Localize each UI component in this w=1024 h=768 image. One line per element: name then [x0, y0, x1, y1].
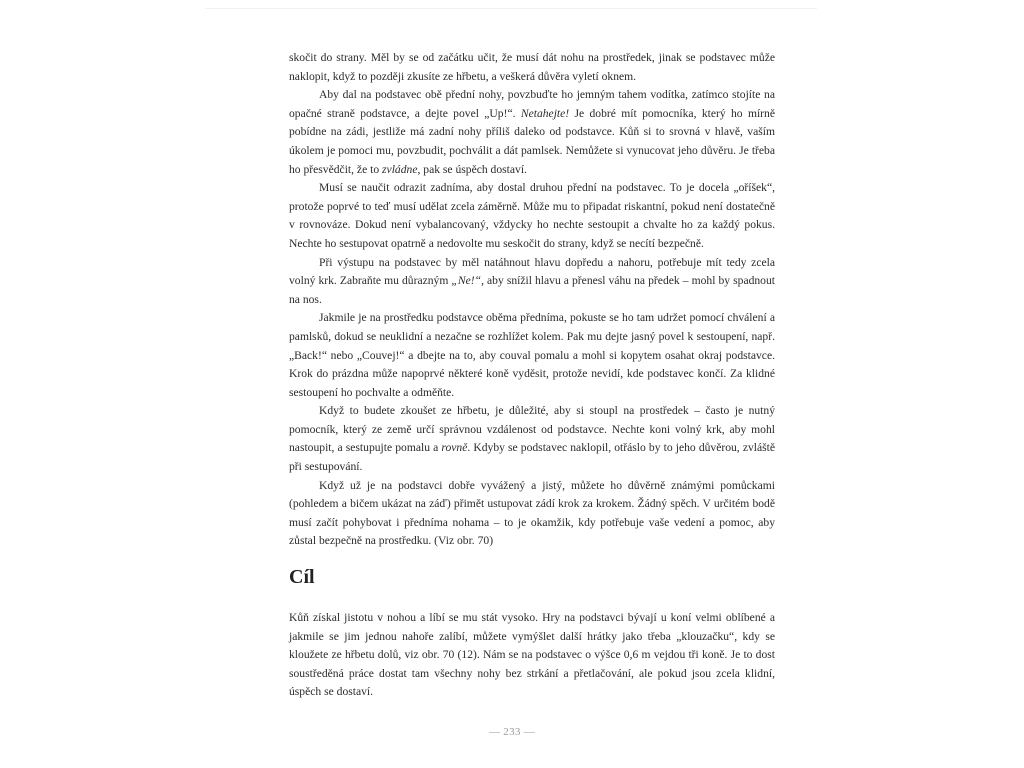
paragraph-text: , pak se úspěch dostaví.	[417, 162, 527, 176]
paragraph-text: Jakmile je na prostředku podstavce oběma předníma, pokuste se ho tam udržet pomocí chválení a pamlsků, dokud se neuklidní a nezačne se rozhlížet kolem. Pak mu dejte jasný povel k sestoupení, např. „Back!“ nebo „Couvej!“ a dbejte na to, aby couval pomalu a mohl si kopytem osahat okraj podstavce. Krok do prázdna může napoprvé některé koně vyděsit, protože nevidí, kde podstavec končí. Za klidné sestoupení ho pochvalte a odměňte.	[289, 311, 775, 399]
paragraph-text: Je dobré mít pomocníka, který ho mírně pobídne na zádi, jestliže má zadní nohy příliš daleko od podstavce. Kůň si to srovná v hlavě, vaším úkolem je pomoci mu, povzbudit, pochválit a dát pamlsek. Nemůžete si vynucovat jeho důvěru. Je třeba ho přesvědčit, že to	[289, 106, 775, 176]
paragraph-text: , aby snížil hlavu a přenesl váhu na předek – mohl by spadnout na nos.	[289, 274, 775, 306]
paragraph-text: Když už je na podstavci dobře vyvážený a jistý, můžete ho důvěrně známými pomůckami (pohledem a bičem ukázat na záď) přimět ustupovat zádí krok za krokem. Žádný spěch. V určitém bodě musí začít pohybovat i předníma nohama – to je okamžik, kdy potřebuje vaše vedení a pomoc, aby zůstal bezpečně na prostředku. (Viz obr. 70)	[289, 478, 775, 548]
paragraph-text: Aby dal na podstavec obě přední nohy, povzbuďte ho jemným tahem vodítka, zatímco stojíte na opačné straně podstavce, a dejte povel „Up!“.	[289, 88, 775, 120]
body-paragraph	[289, 477, 775, 551]
body-paragraph	[289, 309, 775, 402]
body-paragraph	[289, 402, 775, 476]
italic-emphasis: Netahejte!	[520, 106, 570, 120]
italic-emphasis: zvládne	[382, 162, 418, 176]
italic-emphasis: „Ne!“	[451, 274, 482, 288]
page-number: — 233 —	[488, 726, 536, 738]
paragraph-text: . Kdyby se podstavec naklopil, otřáslo by to jeho důvěrou, zvláště při sestupování.	[289, 441, 776, 474]
body-paragraph	[289, 179, 775, 253]
text-block	[289, 49, 775, 702]
body-paragraph	[289, 86, 775, 179]
body-paragraph	[289, 254, 775, 310]
body-paragraph	[289, 49, 775, 86]
paragraph-text: Když to budete zkoušet ze hřbetu, je důležité, aby si stoupl na prostředek – často je nutný pomocník, který ze země určí správnou vzdálenost od podstavce. Nechte koni volný krk, aby mohl nastoupit, a sestupujte pomalu a	[289, 404, 775, 455]
paragraph-text: Při výstupu na podstavec by měl natáhnout hlavu dopředu a nahoru, potřebuje mít tedy zcela volný krk. Zabraňte mu důrazným	[289, 255, 775, 288]
section-paragraph: Kůň získal jistotu v nohou a líbí se mu stát vysoko. Hry na podstavci bývají u koní velmi oblíbené a jakmile se jim jednou nahoře zalíbí, můžete vymýšlet další hrátky jako třeba „klouzačku“, kdy se kloužete ze hřbetu dolů, viz obr. 70 (12). Nám se na podstavec o výšce 0,6 m vejdou tři koně. Je to dost soustředěná práce dostat tam všechny nohy bez strkání a přetlačování, ale pokud jsou zcela klidní, úspěch se dostaví.	[289, 611, 775, 699]
paragraph-text: skočit do strany. Měl by se od začátku učit, že musí dát nohu na prostředek, jinak se podstavec může naklopit, když to později zkusíte ze hřbetu, a veškerá důvěra vyletí oknem.	[289, 51, 775, 83]
body-paragraphs	[289, 49, 775, 551]
page-edge-rule	[205, 8, 817, 9]
italic-emphasis: rovně	[441, 441, 468, 455]
paragraph-text: Musí se naučit odrazit zadníma, aby dostal druhou přední na podstavec. To je docela „oříšek“, protože poprvé to teď musí udělat zcela záměrně. Může mu to připadat riskantní, pokud není dostatečně v rovnováze. Dokud není vybalancovaný, vždycky ho nechte sestoupit a chvalte ho za každý pokus. Nechte ho sestupovat opatrně a nedovolte mu seskočit do strany, když se necítí bezpečně.	[289, 181, 775, 250]
section-heading: Cíl	[289, 566, 315, 589]
